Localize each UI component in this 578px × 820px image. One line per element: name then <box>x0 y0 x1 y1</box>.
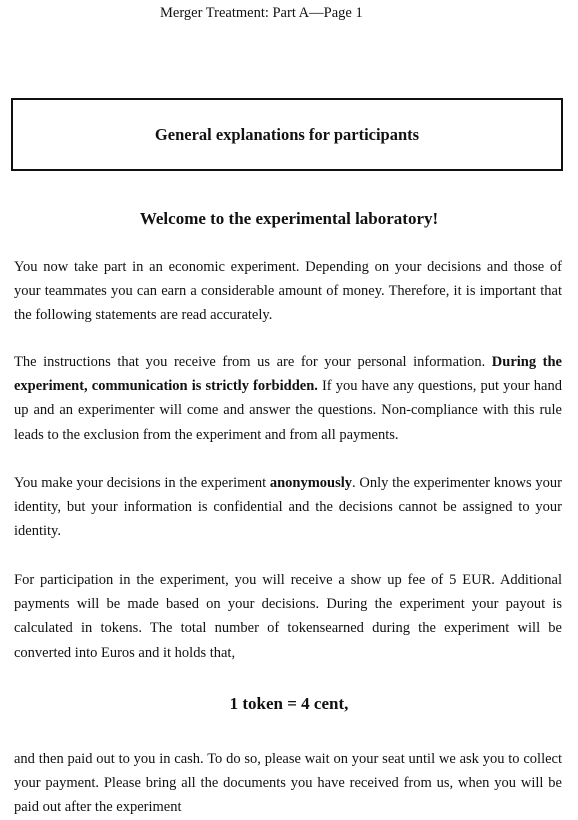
bold-emphasis: During the experiment, communication is strictly forbidden. <box>14 354 562 395</box>
paragraph-text: If you have any questions, put your hand up and an experimenter will come and answer the questions. Non-compliance with this rule leads to the exclusion from the experiment and from all payments. <box>14 378 562 443</box>
bold-emphasis: anonymously <box>269 475 353 491</box>
paragraph-communication-rule <box>14 350 562 447</box>
paragraph-intro: You now take part in an economic experiment. Depending on your decisions and those of your teammates you can earn a considerable amount of money. Therefore, it is important that the following statements are read accurately. <box>14 259 562 324</box>
paragraph-payout: and then paid out to you in cash. To do so, please wait on your seat until we ask you to collect your payment. Please bring all the documents you have received from us, when you will be paid out after the experiment <box>14 751 562 816</box>
welcome-heading: Welcome to the experimental laboratory! <box>139 209 439 228</box>
paragraph-text: The instructions that you receive from us are for your personal information. <box>14 354 492 370</box>
running-header: Merger Treatment: Part A—Page 1 <box>160 5 363 21</box>
paragraph-payment: For participation in the experiment, you will receive a show up fee of 5 EUR. Additional payments will be made based on your decisions. During the experiment your payout is calculated in tokens. The total number of tokensearned during the experiment will be converted into Euros and it holds that, <box>14 572 562 661</box>
paragraph-text: You make your decisions in the experiment <box>14 475 270 491</box>
exchange-rate: 1 token = 4 cent, <box>229 694 349 713</box>
paragraph-anonymity <box>14 471 562 544</box>
paragraph-text: . Only the experimenter knows your identity, but your information is confidential and the decisions cannot be assigned to your identity. <box>14 475 562 540</box>
boxed-section-title: General explanations for participants <box>11 98 563 171</box>
